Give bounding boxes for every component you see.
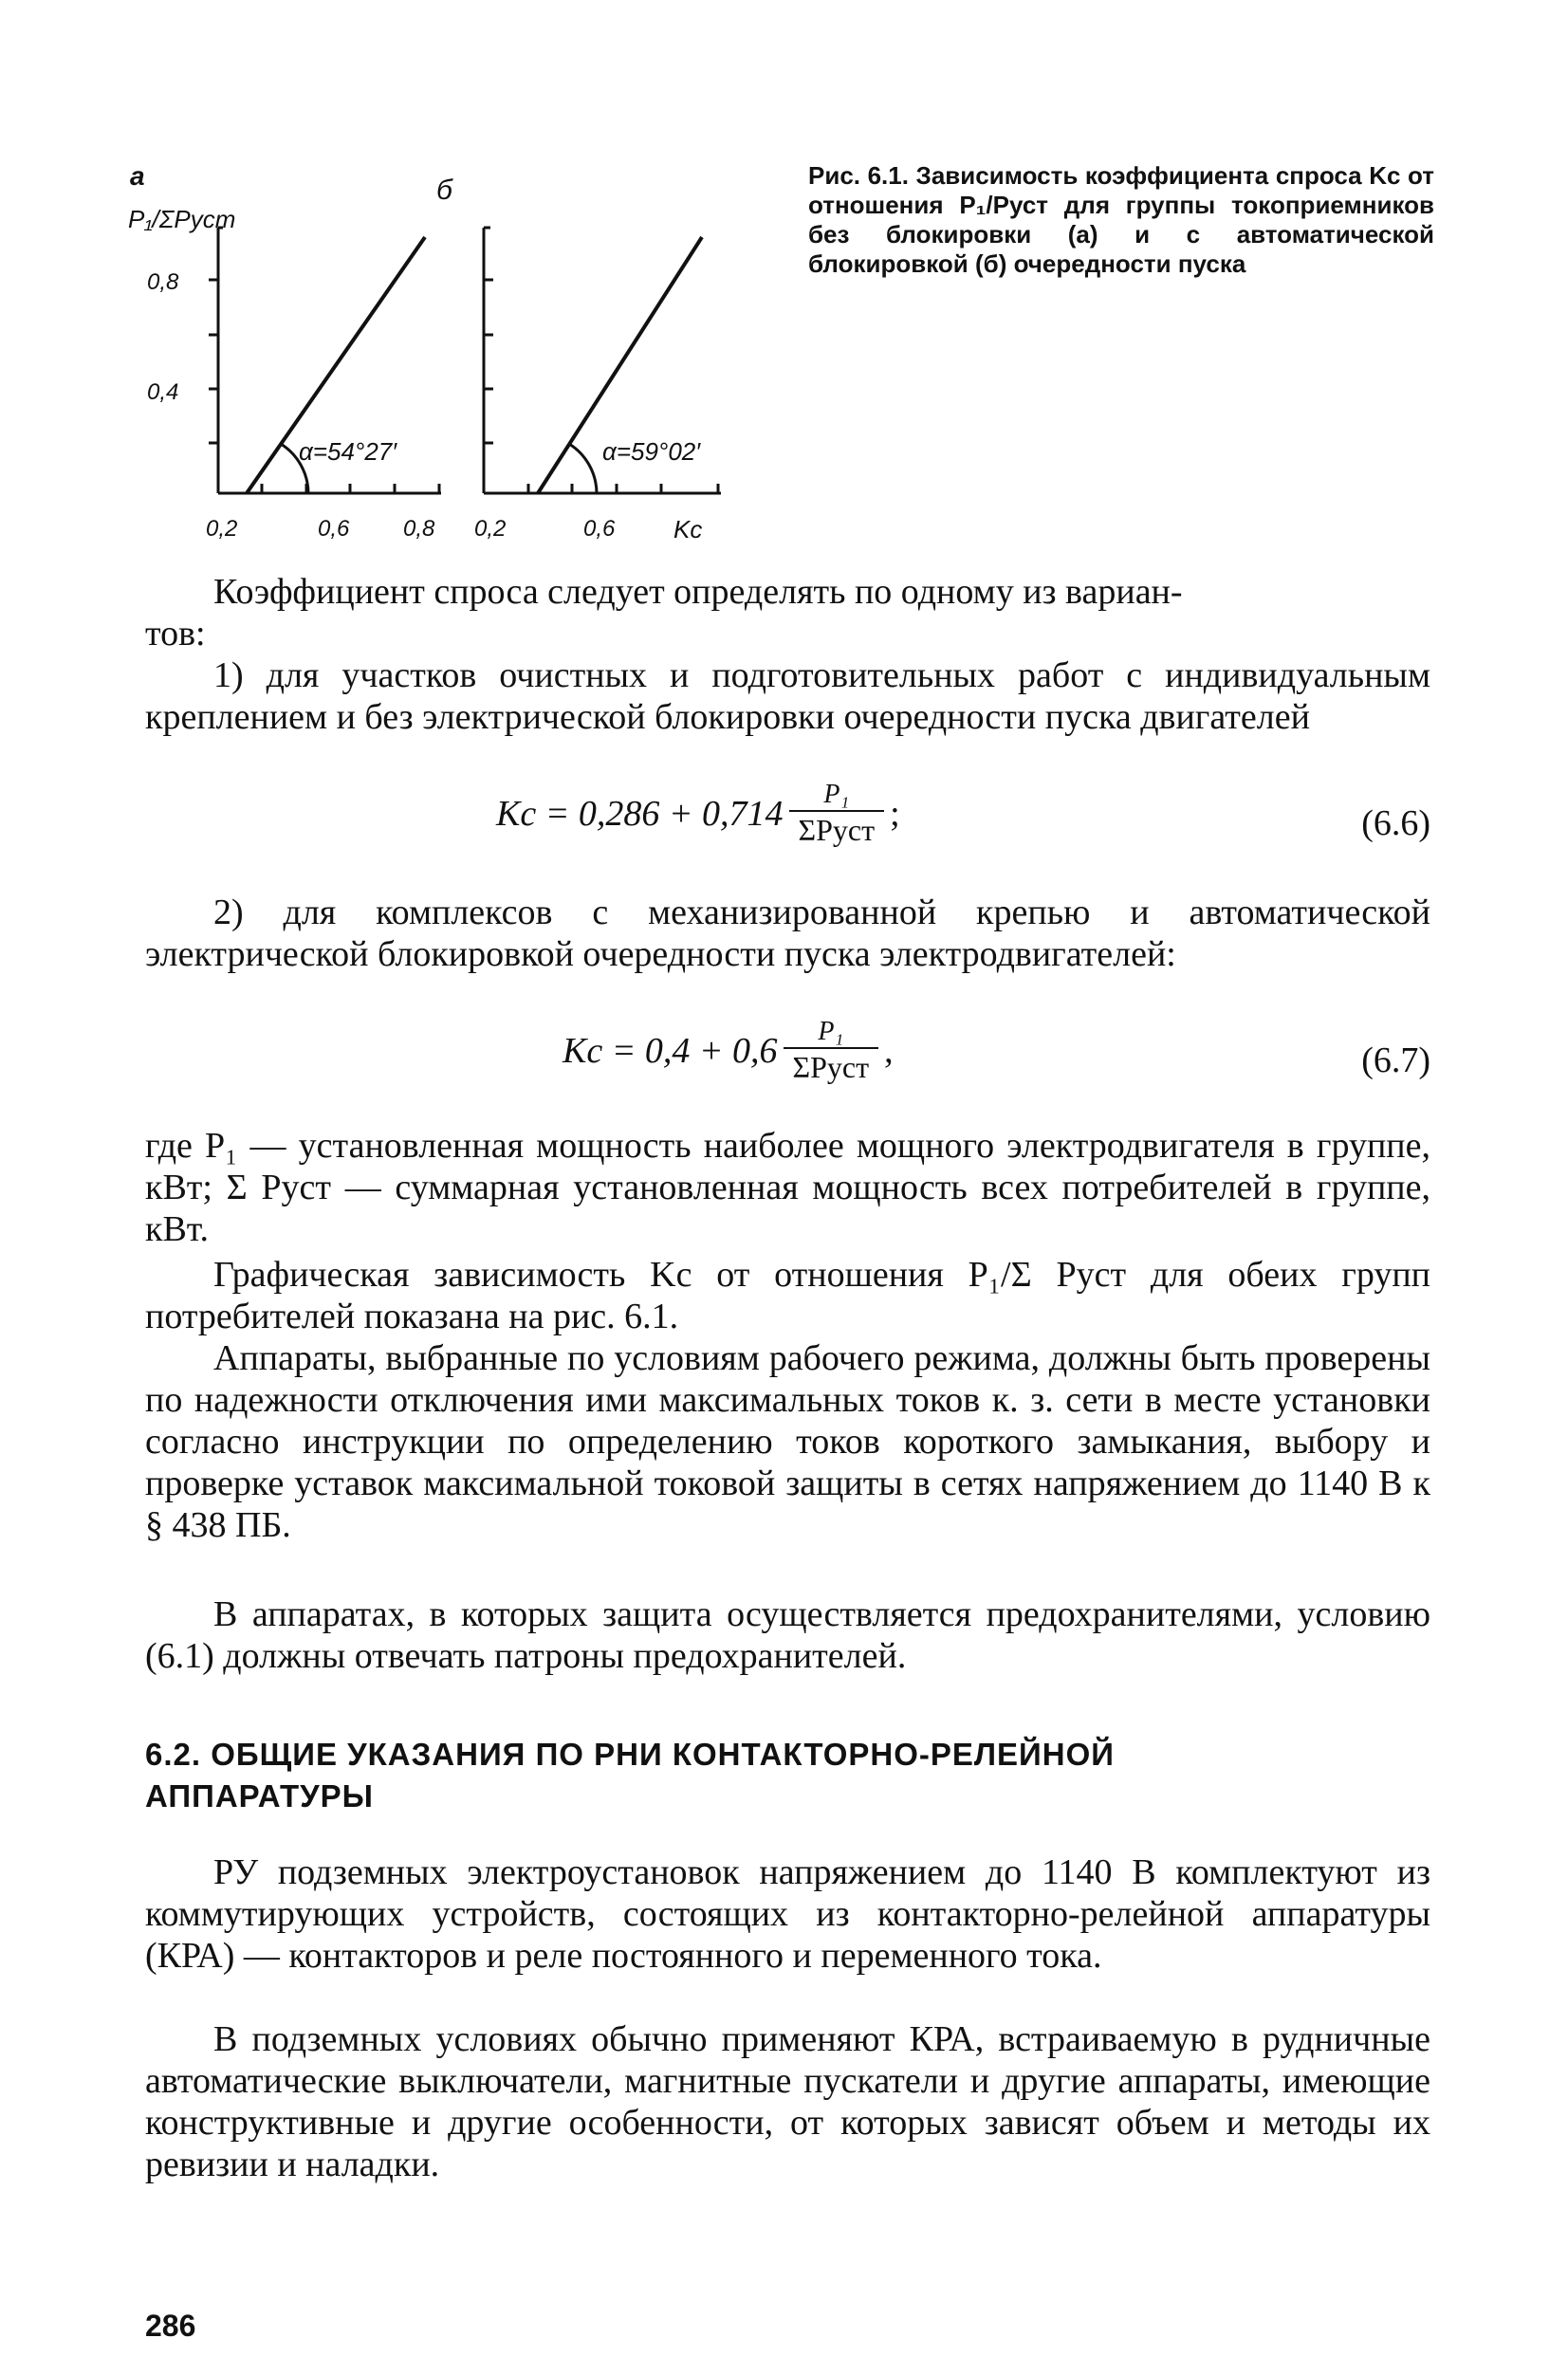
angle-a-label: α=54°27′	[299, 437, 397, 466]
heading-line-2: АППАРАТУРЫ	[145, 1778, 374, 1813]
x-tick-a-0-2: 0,2	[206, 516, 238, 542]
x-axis-label-kc: Kс	[673, 515, 703, 543]
paragraph-item-2: 2) для комплексов с механизированной крепью и автоматической электрической блокировкой очередности пуска электродвигателей:	[145, 893, 1430, 974]
formula-6-7-number: (6.7)	[1361, 1040, 1430, 1080]
figure-6-1	[128, 156, 754, 555]
paragraph-fuses: В аппаратах, в которых защита осуществляется предохранителями, условию (6.1) должны отвечать патроны предохранителей.	[145, 1594, 1430, 1676]
angle-b-label: α=59°02′	[602, 437, 701, 466]
y-tick-0-4: 0,4	[147, 379, 179, 405]
caption-label: Рис. 6.1.	[808, 161, 909, 190]
heading-line-1: 6.2. ОБЩИЕ УКАЗАНИЯ ПО РНИ КОНТАКТОРНО-РЕЛЕЙНОЙ	[145, 1737, 1115, 1772]
section-heading-6-2	[145, 1734, 1430, 1817]
paragraph-graph: Графическая зависимость Kс от отношения P₁/Σ Pуст для обеих групп потребителей показана на рис. 6.1.	[145, 1255, 1430, 1336]
formula-6-6-tail: ;	[890, 794, 900, 834]
figure-caption	[808, 161, 1434, 279]
formula-6-7-numerator: P₁	[818, 1017, 844, 1046]
formula-6-7	[145, 1017, 1430, 1102]
paragraph-intro	[145, 571, 1430, 654]
paragraph-kra: В подземных условиях обычно применяют КРА, встраиваемую в рудничные автоматические выключатели, магнитные пускатели и другие аппараты, имеющие конструктивные и другие особенности, от которых зависят объем и методы их ревизии и наладки.	[145, 2019, 1430, 2184]
intro-line-2: тов:	[145, 614, 206, 654]
formula-6-6-fraction	[789, 780, 885, 848]
formula-6-6	[145, 780, 1430, 865]
formula-6-6-number: (6.6)	[1361, 803, 1430, 843]
figure-graph	[128, 156, 754, 555]
formula-6-6-lhs: Kс = 0,286 + 0,714	[496, 794, 784, 834]
paragraph-apparatus: Аппараты, выбранные по условиям рабочего режима, должны быть проверены по надежности отключения ими максимальных токов к. з. сети в месте установки согласно инструкции по определению токов короткого замыкания, выбору и проверке уставок максимальной токовой защиты в сетях напряжением до 1140 В к § 438 ПБ.	[145, 1338, 1430, 1545]
x-tick-b-0-2: 0,2	[474, 516, 507, 542]
y-tick-0-8: 0,8	[147, 269, 179, 295]
paragraph-ru: РУ подземных электроустановок напряжением до 1140 В комплектуют из коммутирующих устройств, состоящих из контакторно-релейной аппаратуры (КРА) — контакторов и реле постоянного и переменного тока.	[145, 1852, 1430, 1976]
x-tick-a-0-8: 0,8	[403, 516, 435, 542]
formula-6-6-numerator: P₁	[823, 780, 850, 809]
page-number: 286	[145, 2309, 196, 2343]
panel-b-label: б	[436, 175, 452, 206]
paragraph-item-1: 1) для участков очистных и подготовительных работ с индивидуальным креплением и без электрической блокировки очередности пуска двигателей	[145, 655, 1430, 737]
formula-6-6-denominator: ΣPуст	[789, 810, 885, 848]
x-tick-b-0-6: 0,6	[583, 516, 616, 542]
formula-6-7-denominator: ΣPуст	[784, 1047, 879, 1085]
formula-6-7-fraction	[784, 1017, 879, 1085]
formula-6-7-tail: ,	[884, 1031, 894, 1071]
caption-text: Зависимость коэффициента спроса Kс от отношения P₁/Pуст для группы токоприемников без блокировки (а) и с автоматической блокировкой (б) очередности пуска	[808, 161, 1434, 278]
x-tick-a-0-6: 0,6	[318, 516, 350, 542]
formula-6-7-lhs: Kс = 0,4 + 0,6	[563, 1031, 778, 1071]
panel-a-label: а	[130, 161, 145, 191]
paragraph-where: где P₁ — установленная мощность наиболее мощного электродвигателя в группе, кВт; Σ Pуст — суммарная установленная мощность всех потребителей в группе, кВт.	[145, 1126, 1430, 1249]
y-axis-label: P₁/ΣPуст	[128, 205, 236, 233]
intro-line-1: Коэффициент спроса следует определять по одному из вариан-	[213, 572, 1183, 612]
